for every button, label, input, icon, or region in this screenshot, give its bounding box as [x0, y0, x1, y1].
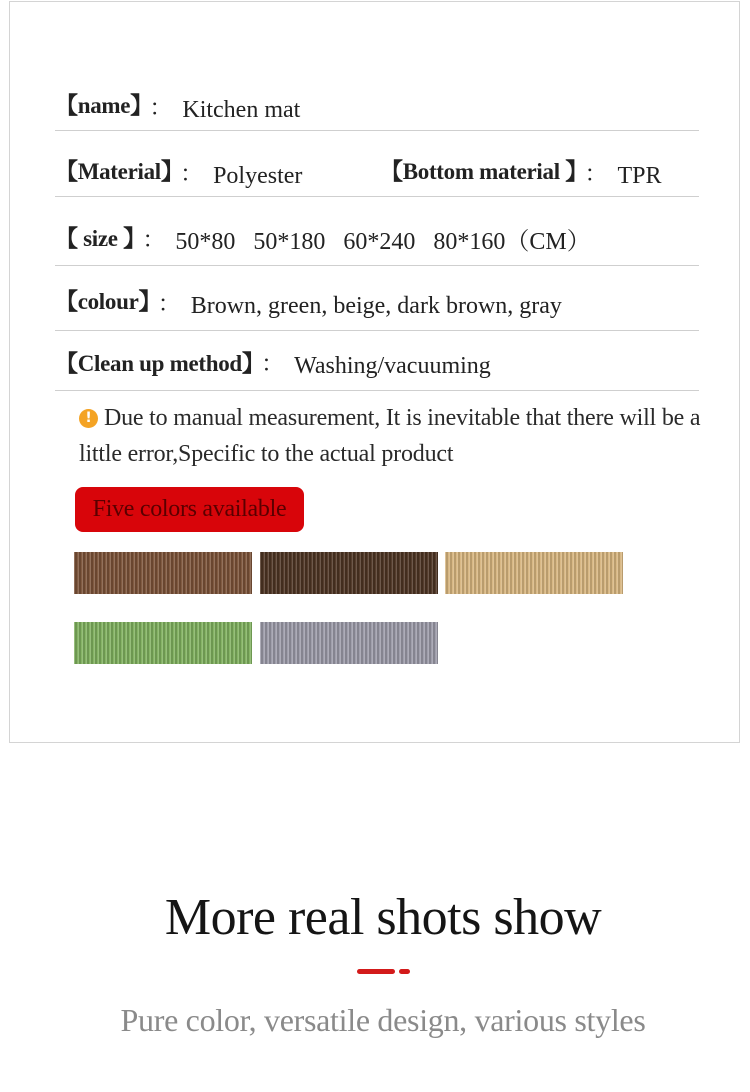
spec-bottom-material [380, 160, 661, 188]
spec-row-colour [55, 290, 699, 331]
spec-separator: ： [142, 227, 166, 252]
spec-label: 【 size 】 [55, 226, 135, 251]
spec-label: 【Clean up method】 [55, 351, 254, 376]
spec-value: TPR [617, 163, 662, 189]
swatch-green [74, 622, 252, 664]
spec-row-material [55, 160, 699, 197]
spec-row-clean-method [55, 350, 699, 391]
spec-value: Washing/vacuuming [294, 353, 491, 379]
spec-value: Polyester [213, 163, 303, 189]
spec-separator: ： [261, 351, 285, 376]
warning-icon: ! [79, 409, 98, 428]
spec-value: 50*80 50*180 60*240 80*160（CM） [175, 229, 591, 255]
spec-row-size [55, 226, 699, 266]
swatch-beige [445, 552, 623, 594]
spec-separator: ： [584, 161, 608, 186]
spec-separator: ： [180, 161, 204, 186]
spec-label: 【colour】 [55, 289, 150, 314]
section-subtitle: Pure color, versatile design, various styles [120, 1002, 646, 1038]
swatch-gray [260, 622, 438, 664]
colors-available-badge: Five colors available [75, 487, 304, 532]
note-text: Due to manual measurement, It is inevitable that there will be a little error,Specific to the actual product [79, 405, 701, 467]
spec-label: 【name】 [55, 93, 142, 118]
spec-separator: ： [149, 95, 173, 120]
swatch-brown [74, 552, 252, 594]
spec-row-name [55, 94, 699, 131]
section-title: More real shots show [164, 889, 602, 946]
swatch-dark-brown [260, 552, 438, 594]
title-accent-dot [399, 969, 410, 974]
spec-label: 【Material】 [55, 159, 173, 184]
spec-value: Kitchen mat [182, 97, 301, 123]
title-accent-bar [357, 969, 395, 974]
measurement-note [79, 400, 729, 472]
spec-label: 【Bottom material 】 [380, 159, 577, 184]
spec-value: Brown, green, beige, dark brown, gray [190, 293, 562, 319]
spec-separator: ： [157, 291, 181, 316]
